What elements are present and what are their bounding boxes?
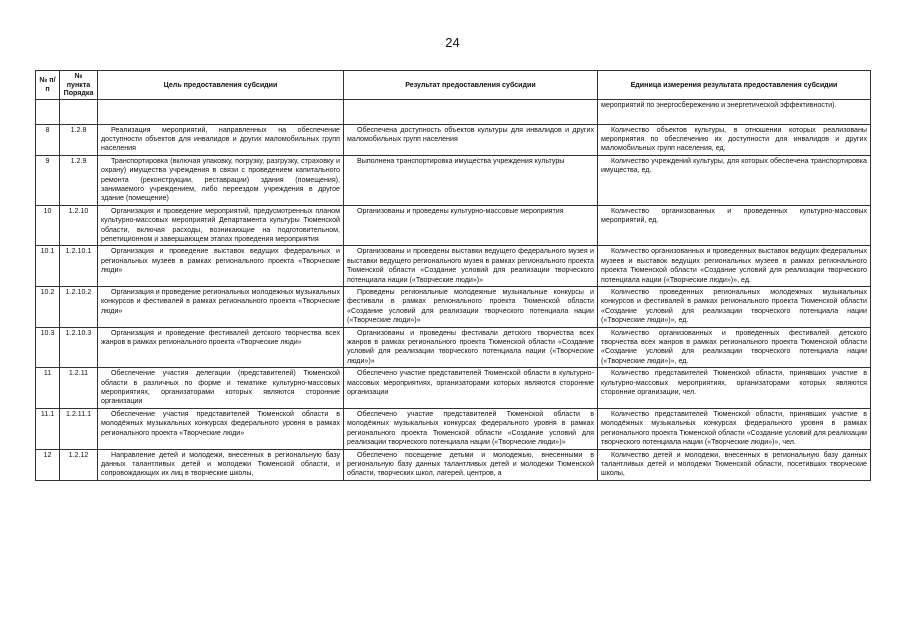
table-row — [36, 205, 871, 246]
header-num: № п/п — [36, 71, 60, 100]
cell-goal: Организация и проведение фестивалей детского творчества всех жанров в рамках регионального проекта «Творческие люди» — [98, 327, 344, 368]
cell-goal: Реализация мероприятий, направленных на обеспечение доступности объектов для инвалидов и других маломобильных групп населения — [98, 124, 344, 155]
cell-goal: Направление детей и молодежи, внесенных в региональную базу данных талантливых детей и молодежи Тюменской области, и сопровождающих их лиц в творческие школы, — [98, 449, 344, 480]
subsidy-table — [35, 70, 871, 481]
table-row — [36, 124, 871, 155]
table-row — [36, 327, 871, 368]
table-row — [36, 155, 871, 205]
cell-num: 11 — [36, 368, 60, 409]
cell-unit: Количество представителей Тюменской области, принявших участие в молодёжных музыкальных конкурсах федерального уровня в рамках регионального проекта Тюменской области «Создание условий для реализации творческого потенциала нации («Творческие люди»)», чел. — [598, 408, 871, 449]
table-row — [36, 408, 871, 449]
cell-num: 8 — [36, 124, 60, 155]
cell-order-item: 1.2.11.1 — [60, 408, 98, 449]
cell-result: Организованы и проведены выставки ведущего федерального музея и выставки ведущего регионального музея в рамках регионального проекта Тюменской области «Создание условий для реализации творческого потенциала нации («Творческие люди»)» — [344, 246, 598, 287]
cell-num — [36, 99, 60, 124]
cell-order-item: 1.2.11 — [60, 368, 98, 409]
cell-unit: Количество проведенных региональных молодежных музыкальных конкурсов и фестивалей в рамках регионального проекта Тюменской области «Создание условий для реализации творческого потенциала нации («Творческие люди»)», ед. — [598, 287, 871, 328]
cell-order-item: 1.2.10.1 — [60, 246, 98, 287]
cell-num: 10.1 — [36, 246, 60, 287]
cell-goal: Транспортировка (включая упаковку, погрузку, разгрузку, страховку и охрану) имущества учреждения в связи с проведением капитального ремонта (реконструкции, реставрации) здания (помещения), занимаемого учреждением, либо переездом учреждения в другое здание (помещение) — [98, 155, 344, 205]
cell-num: 10 — [36, 205, 60, 246]
header-result: Результат предоставления субсидии — [344, 71, 598, 100]
cell-num: 9 — [36, 155, 60, 205]
cell-goal: Обеспечение участия делегации (представителей) Тюменской области в различных по форме и тематике культурно-массовых мероприятиях, организаторами которых являются сторонние организации — [98, 368, 344, 409]
cell-goal: Организация и проведение выставок ведущих федеральных и региональных музеев в рамках регионального проекта «Творческие люди» — [98, 246, 344, 287]
cell-result: Проведены региональные молодежные музыкальные конкурсы и фестивали в рамках регионального проекта Тюменской области «Создание условий для реализации творческого потенциала нации («Творческие люди»)» — [344, 287, 598, 328]
cell-goal: Организация и проведение региональных молодежных музыкальных конкурсов и фестивалей в рамках регионального проекта «Творческие люди» — [98, 287, 344, 328]
cell-goal: Организация и проведение мероприятий, предусмотренных планом культурно-массовых мероприятий Департамента культуры Тюменской области, включая расходы, возникающие на подготовительном, репетиционном и завершающем этапах проведения мероприятия — [98, 205, 344, 246]
cell-num: 10.3 — [36, 327, 60, 368]
cell-unit: Количество детей и молодежи, внесенных в региональную базу данных талантливых детей и молодежи Тюменской области, посетивших творческие школы, — [598, 449, 871, 480]
cell-result: Обеспечено участие представителей Тюменской области в культурно-массовых мероприятиях, организаторами которых являются сторонние организации — [344, 368, 598, 409]
cell-unit: Количество организованных и проведенных фестивалей детского творчества всех жанров в рамках регионального проекта Тюменской области «Создание условий для реализации творческого потенциала нации («Творческие люди»)», ед. — [598, 327, 871, 368]
cell-unit: Количество организованных и проведенных выставок ведущих федеральных музеев и выставок ведущих региональных музеев в рамках регионального проекта Тюменской области «Создание условий для реализации творческого потенциала нации («Творческие люди»)», ед. — [598, 246, 871, 287]
cell-result — [344, 99, 598, 124]
cell-order-item — [60, 99, 98, 124]
cell-num: 10.2 — [36, 287, 60, 328]
cell-unit: Количество представителей Тюменской области, принявших участие в культурно-массовых мероприятиях, организаторами которых являются сторонние организации, чел. — [598, 368, 871, 409]
table-row — [36, 246, 871, 287]
cell-goal: Обеспечение участия представителей Тюменской области в молодёжных музыкальных конкурсах федерального уровня в рамках регионального проекта «Творческие люди» — [98, 408, 344, 449]
cell-result: Организованы и проведены культурно-массовые мероприятия — [344, 205, 598, 246]
cell-unit: Количество организованных и проведенных культурно-массовых мероприятий, ед. — [598, 205, 871, 246]
table-header-row — [36, 71, 871, 100]
cell-order-item: 1.2.10 — [60, 205, 98, 246]
header-goal: Цель предоставления субсидии — [98, 71, 344, 100]
cell-result: Обеспечено посещение детьми и молодежью, внесенными в региональную базу данных талантливых детей и молодежи Тюменской области, творческих школ, лагерей, центров, а — [344, 449, 598, 480]
cell-unit: Количество учреждений культуры, для которых обеспечена транспортировка имущества, ед. — [598, 155, 871, 205]
page-number: 24 — [445, 35, 460, 50]
header-order-item: № пункта Порядка — [60, 71, 98, 100]
cell-num: 11.1 — [36, 408, 60, 449]
table-row — [36, 368, 871, 409]
table-row-continuation — [36, 99, 871, 124]
cell-order-item: 1.2.10.3 — [60, 327, 98, 368]
header-unit: Единица измерения результата предоставления субсидии — [598, 71, 871, 100]
cell-result: Обеспечена доступность объектов культуры для инвалидов и других маломобильных групп населения — [344, 124, 598, 155]
cell-unit: мероприятий по энергосбережению и энергетической эффективности). — [598, 99, 871, 124]
cell-goal — [98, 99, 344, 124]
cell-order-item: 1.2.8 — [60, 124, 98, 155]
cell-result: Выполнена транспортировка имущества учреждения культуры — [344, 155, 598, 205]
table-row — [36, 287, 871, 328]
cell-order-item: 1.2.12 — [60, 449, 98, 480]
cell-num: 12 — [36, 449, 60, 480]
cell-unit: Количество объектов культуры, в отношении которых реализованы мероприятия по обеспечению их доступности для инвалидов и других маломобильных групп населения, ед. — [598, 124, 871, 155]
cell-result: Обеспечено участие представителей Тюменской области в молодёжных музыкальных конкурсах федерального уровня в рамках регионального проекта Тюменской области «Создание условий для реализации творческого потенциала нации («Творческие люди»)» — [344, 408, 598, 449]
cell-order-item: 1.2.10.2 — [60, 287, 98, 328]
cell-result: Организованы и проведены фестивали детского творчества всех жанров в рамках регионального проекта Тюменской области «Создание условий для реализации творческого потенциала нации («Творческие люди»)» — [344, 327, 598, 368]
table-row — [36, 449, 871, 480]
cell-order-item: 1.2.9 — [60, 155, 98, 205]
